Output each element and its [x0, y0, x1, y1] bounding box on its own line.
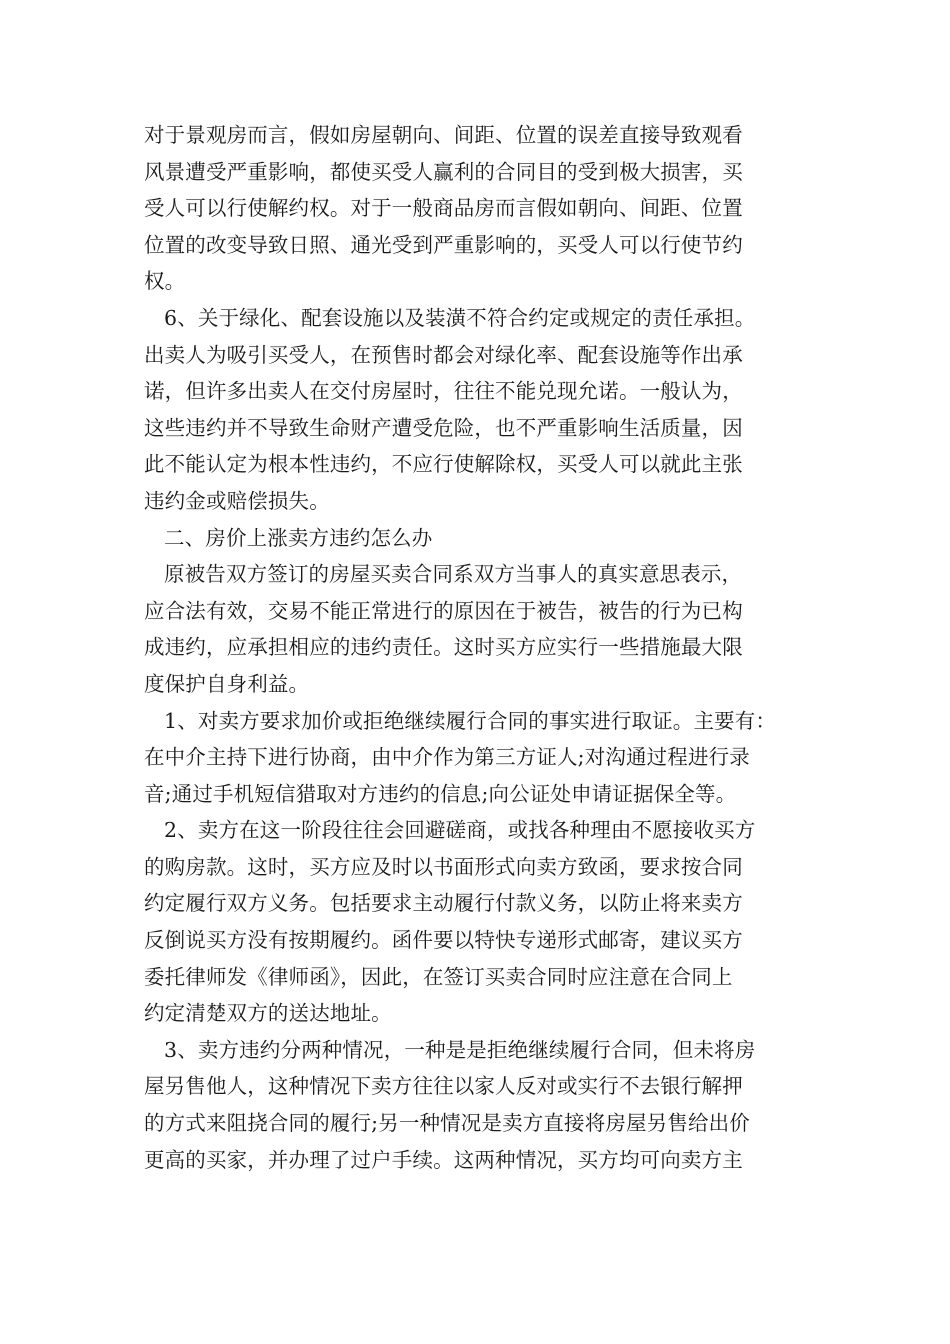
- paragraph-item-3-start: 3、卖方违约分两种情况，一种是是拒绝继续履行合同，但未将房: [164, 1037, 756, 1062]
- text-line: 这些违约并不导致生命财产遭受危险，也不严重影响生活质量，因: [144, 415, 743, 440]
- text-line: 应合法有效，交易不能正常进行的原因在于被告，被告的行为已构: [144, 598, 743, 623]
- text-line: 成违约，应承担相应的违约责任。这时买方应实行一些措施最大限: [144, 635, 743, 660]
- text-line: 权。: [144, 269, 186, 294]
- paragraph-start: 原被告双方签订的房屋买卖合同系双方当事人的真实意思表示，: [164, 562, 743, 587]
- text-line: 音;通过手机短信猎取对方违约的信息;向公证处申请证据保全等。: [144, 781, 737, 806]
- text-line: 约定履行双方义务。包括要求主动履行付款义务，以防止将来卖方: [144, 891, 743, 916]
- text-line: 度保护自身利益。: [144, 671, 310, 696]
- text-line: 的方式来阻挠合同的履行;另一种情况是卖方直接将房屋另售给出价: [144, 1111, 750, 1136]
- text-line: 屋另售他人，这种情况下卖方往往以家人反对或实行不去银行解押: [144, 1074, 743, 1099]
- paragraph-item-6-start: 6、关于绿化、配套设施以及装潢不符合约定或规定的责任承担。: [164, 305, 756, 330]
- text-line: 更高的买家，并办理了过户手续。这两种情况，买方均可向卖方主: [144, 1147, 743, 1172]
- text-line: 受人可以行使解约权。对于一般商品房而言假如朝向、间距、位置: [144, 196, 743, 221]
- text-line: 违约金或赔偿损失。: [144, 488, 330, 513]
- text-line: 委托律师发《律师函》，因此，在签订买卖合同时应注意在合同上: [144, 964, 733, 989]
- text-line: 对于景观房而言，假如房屋朝向、间距、位置的误差直接导致观看: [144, 123, 743, 147]
- text-line: 约定清楚双方的送达地址。: [144, 1001, 392, 1026]
- document-body: [144, 117, 808, 1178]
- text-line: 诺，但许多出卖人在交付房屋时，往往不能兑现允诺。一般认为，: [144, 379, 743, 404]
- text-line: 位置的改变导致日照、通光受到严重影响的，买受人可以行使节约: [144, 232, 743, 257]
- text-line: 在中介主持下进行协商，由中介作为第三方证人;对沟通过程进行录: [144, 745, 750, 770]
- section-heading: 二、房价上涨卖方违约怎么办: [164, 525, 433, 550]
- text-line: 出卖人为吸引买受人，在预售时都会对绿化率、配套设施等作出承: [144, 342, 743, 367]
- paragraph-item-2-start: 2、卖方在这一阶段往往会回避磋商，或找各种理由不愿接收买方: [164, 818, 756, 843]
- text-line: 的购房款。这时，买方应及时以书面形式向卖方致函，要求按合同: [144, 854, 743, 879]
- text-line: 风景遭受严重影响，都使买受人赢利的合同目的受到极大损害，买: [144, 159, 743, 184]
- text-line: 反倒说买方没有按期履约。函件要以特快专递形式邮寄，建议买方: [144, 928, 743, 953]
- text-line: 此不能认定为根本性违约，不应行使解除权，买受人可以就此主张: [144, 452, 743, 477]
- paragraph-item-1-start: 1、对卖方要求加价或拒绝继续履行合同的事实进行取证。主要有：: [164, 708, 777, 733]
